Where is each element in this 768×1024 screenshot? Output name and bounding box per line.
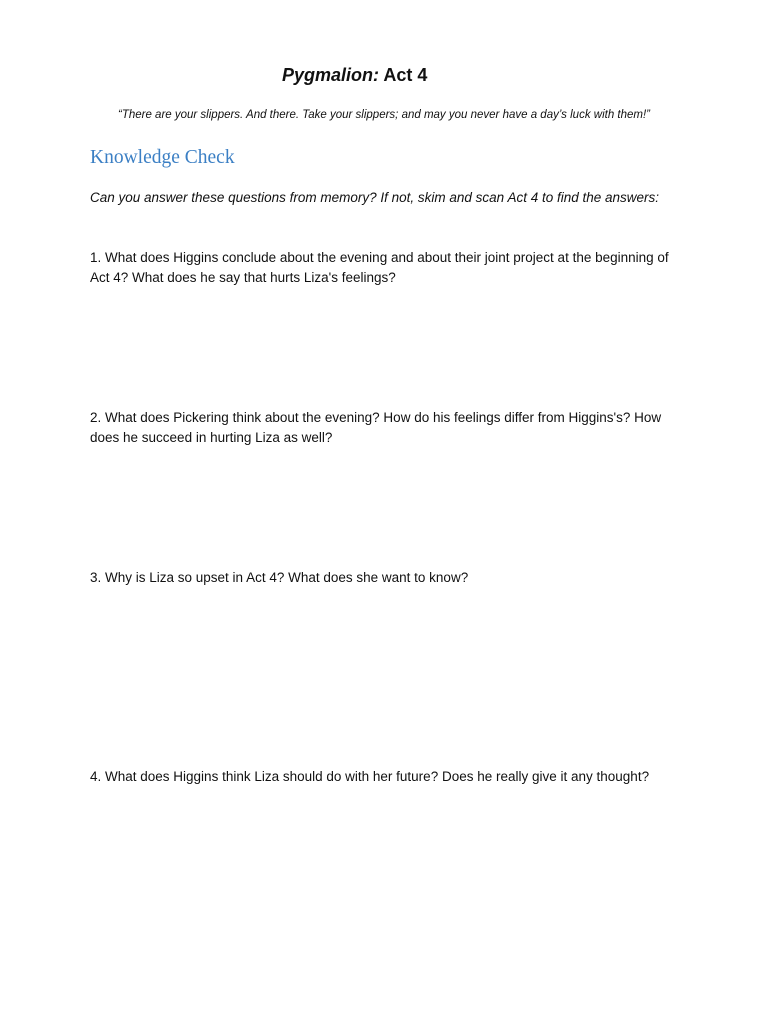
instructions-text: Can you answer these questions from memory? If not, skim and scan Act 4 to find the answers: bbox=[90, 190, 660, 205]
question-2: 2. What does Pickering think about the evening? How do his feelings differ from Higgins's? How does he succeed in hurting Liza as well? bbox=[90, 410, 662, 445]
page-title bbox=[282, 62, 427, 88]
section-heading: Knowledge Check bbox=[90, 147, 235, 168]
question-1: 1. What does Higgins conclude about the evening and about their joint project at the beginning of Act 4? What does he say that hurts Liza's feelings? bbox=[90, 250, 669, 285]
epigraph-quote: “There are your slippers. And there. Take your slippers; and may you never have a day’s luck with them!” bbox=[117, 109, 651, 121]
question-3: 3. Why is Liza so upset in Act 4? What does she want to know? bbox=[90, 570, 469, 585]
question-4: 4. What does Higgins think Liza should do with her future? Does he really give it any thought? bbox=[90, 769, 650, 784]
title-play-name: Pygmalion: bbox=[282, 65, 380, 85]
title-act: Act 4 bbox=[379, 65, 428, 85]
